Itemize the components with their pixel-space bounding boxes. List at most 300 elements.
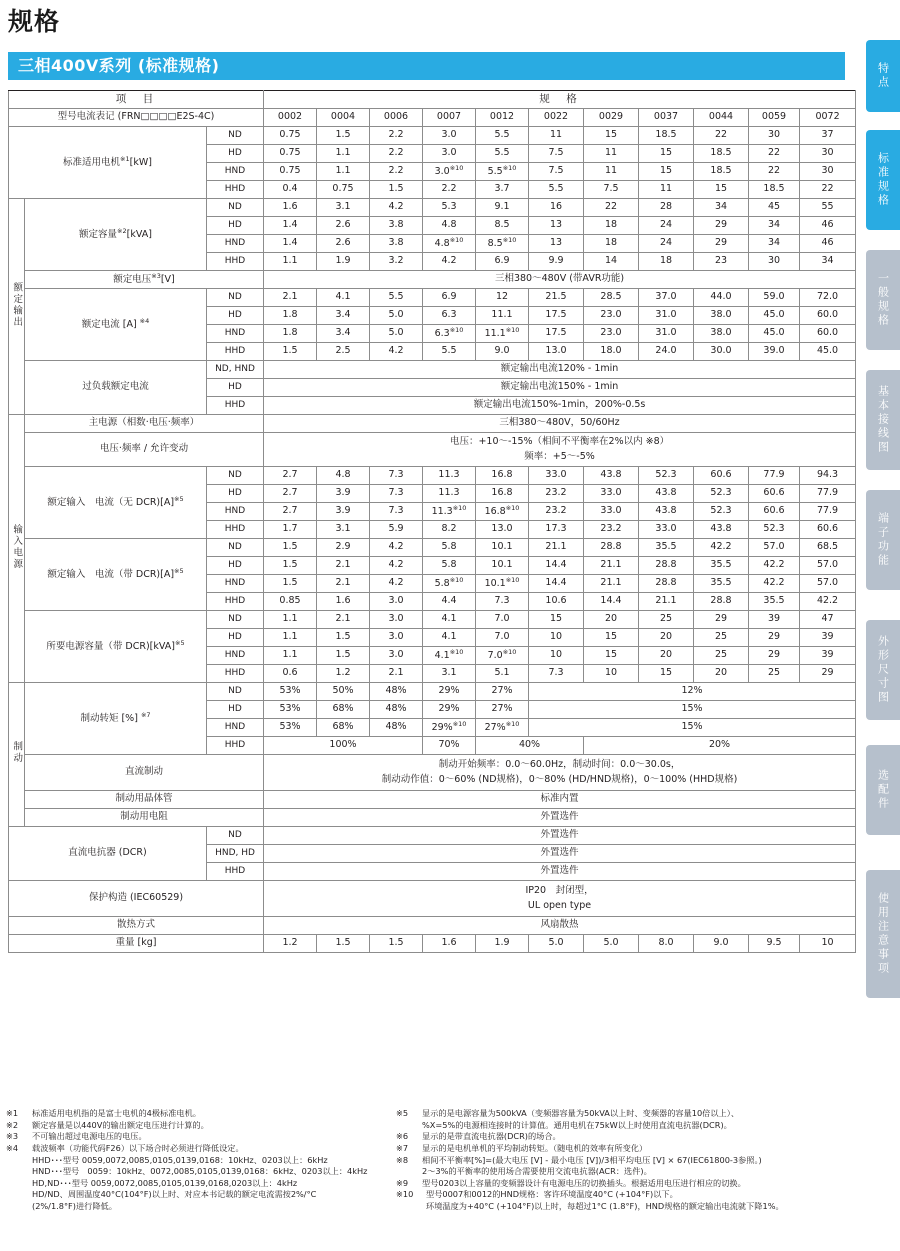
footnote-text: 型号0203以上容量的变频器设计有电源电压的切换插头。根据适用电压进行相应的切换。 [422, 1177, 746, 1188]
cell: 46 [800, 217, 856, 235]
mode-label: HD [207, 701, 264, 719]
mode-label: HND [207, 575, 264, 593]
mode-label: ND [207, 827, 264, 845]
cell: 30.0 [694, 343, 749, 361]
cell: 45 [749, 199, 800, 217]
side-tab-label: 基本接线图 [876, 385, 890, 455]
cell: 22 [749, 163, 800, 181]
cell: 3.4 [317, 307, 370, 325]
side-tab-0[interactable] [866, 40, 900, 112]
cell: 43.8 [639, 503, 694, 521]
cell: 29 [694, 611, 749, 629]
mode-label: HHD [207, 737, 264, 755]
label-supply_capacity: 所要电源容量（带 DCR)[kVA]$^{※5}$ [25, 611, 207, 683]
cell: 18 [584, 235, 639, 253]
cell: 7.5 [529, 163, 584, 181]
cell: 15 [529, 611, 584, 629]
side-tab-label: 选配件 [876, 769, 890, 811]
cell: 34 [694, 199, 749, 217]
cell: 4.8$^{※10}$ [423, 235, 476, 253]
cell: 3.4 [317, 325, 370, 343]
cell: 24 [639, 235, 694, 253]
row-cooling [9, 917, 856, 935]
cell: 14.4 [584, 593, 639, 611]
footnote-text: 额定容量是以440V的输出额定电压进行计算的。 [32, 1119, 209, 1130]
cell: 53% [264, 683, 317, 701]
cell: 1.5 [317, 629, 370, 647]
cell: 42.2 [694, 539, 749, 557]
cell: 10.6 [529, 593, 584, 611]
footnote-text: (2%/1.8°F)进行降低。 [32, 1201, 117, 1212]
cell: 27% [476, 701, 529, 719]
side-tab-3[interactable] [866, 370, 900, 470]
mode-label: ND [207, 467, 264, 485]
group-label-rated-output: 额定输出 [9, 199, 25, 415]
mode-label: HHD [207, 593, 264, 611]
side-tab-label: 使用注意事项 [876, 892, 890, 976]
cell: 29% [423, 683, 476, 701]
label-input_with_dcr: 额定输入 电流（带 $DCR)[A]^{※5}$ [25, 539, 207, 611]
cell: 5.5$^{※10}$ [476, 163, 529, 181]
label-input_no_dcr: 额定输入 电流（无 $DCR)[A]^{※5}$ [25, 467, 207, 539]
cell: 37.0 [639, 289, 694, 307]
side-tab-label: 标准规格 [876, 152, 890, 208]
cell: 43.8 [584, 467, 639, 485]
side-tab-label: 端子功能 [876, 512, 890, 568]
cell: 11 [529, 127, 584, 145]
cell: 30 [749, 253, 800, 271]
cell: 28.8 [694, 593, 749, 611]
cell: 4.1 [423, 629, 476, 647]
side-tab-nav [864, 0, 900, 1251]
side-tab-5[interactable] [866, 620, 900, 720]
side-tab-7[interactable] [866, 870, 900, 998]
footnote [6, 1120, 398, 1132]
cell: 8.5 [476, 217, 529, 235]
cell: 4.2 [370, 575, 423, 593]
cell: 22 [694, 127, 749, 145]
row-dc-brake [9, 755, 856, 791]
footnote [6, 1108, 398, 1120]
cell: 2.2 [423, 181, 476, 199]
cell: 30 [800, 145, 856, 163]
spec-table-container [8, 90, 845, 953]
section-title-bar: 三相400V系列 (标准规格) [8, 52, 845, 80]
value-cooling: 风扇散热 [264, 917, 856, 935]
model-row-label: 型号电流表记 (FRN□□□□E2S-4C) [9, 109, 264, 127]
cell: 1.7 [264, 521, 317, 539]
cell: 2.7 [264, 485, 317, 503]
cell: 16.8 [476, 485, 529, 503]
side-tab-label: 外形尺寸图 [876, 635, 890, 705]
cell: 29 [694, 235, 749, 253]
label-dc-brake: 直流制动 [25, 755, 264, 791]
cell: 44.0 [694, 289, 749, 307]
cell: 42.2 [749, 557, 800, 575]
cell: 9.1 [476, 199, 529, 217]
footnote-key: ※2 [6, 1119, 19, 1130]
cell: 9.9 [529, 253, 584, 271]
row-input_no_dcr-ND [9, 467, 856, 485]
cell: 13.0 [529, 343, 584, 361]
cell: 39.0 [749, 343, 800, 361]
value-brake-transistor: 标准内置 [264, 791, 856, 809]
cell: 4.1 [317, 289, 370, 307]
cell: 8.0 [639, 935, 694, 953]
cell: 28.8 [584, 539, 639, 557]
mode-label: HD [207, 307, 264, 325]
label-brake-resistor: 制动用电阻 [25, 809, 264, 827]
cell: 2.7 [264, 503, 317, 521]
cell: 6.3$^{※10}$ [423, 325, 476, 343]
cell: 15 [639, 665, 694, 683]
cell: 3.0 [370, 611, 423, 629]
mode-label: ND [207, 199, 264, 217]
row-overload-0 [9, 361, 856, 379]
cell: 77.9 [749, 467, 800, 485]
cell: 30 [800, 163, 856, 181]
cell: 15 [639, 163, 694, 181]
cell: 7.3 [370, 485, 423, 503]
mode-label: HHD [207, 863, 264, 881]
cell: 10 [529, 629, 584, 647]
row-brake-transistor [9, 791, 856, 809]
cell: 28.8 [639, 557, 694, 575]
cell: 14 [584, 253, 639, 271]
row-weight [9, 935, 856, 953]
model-header-10: 0072 [800, 109, 856, 127]
mode-label: HND [207, 647, 264, 665]
cell: 15% [529, 701, 856, 719]
cell: 2.6 [317, 217, 370, 235]
cell: 24 [639, 217, 694, 235]
cell: 60.6 [749, 503, 800, 521]
cell: 18.5 [639, 127, 694, 145]
footnote-key: ※3 [6, 1131, 19, 1142]
row-voltage [9, 271, 856, 289]
cell: 52.3 [749, 521, 800, 539]
cell: 25 [694, 647, 749, 665]
cell: 70% [423, 737, 476, 755]
header-item: 项 目 [9, 91, 264, 109]
cell: 2.6 [317, 235, 370, 253]
cell: 9.0 [694, 935, 749, 953]
cell: 22 [800, 181, 856, 199]
cell: 94.3 [800, 467, 856, 485]
cell: 20 [694, 665, 749, 683]
cell: 28.8 [639, 575, 694, 593]
cell: 9.0 [476, 343, 529, 361]
cell: 7.0 [476, 629, 529, 647]
cell: 57.0 [800, 557, 856, 575]
value-dc-brake: 制动开始频率：0.0～60.0Hz，制动时间：0.0～30.0s， 制动动作值：0～60% (ND规格)，0～80% (HD/HND规格)，0～100% (HHD规格) [264, 755, 856, 791]
footnote-text: 显示的是电机单机的平均制动转矩。（随电机的效率有所变化） [422, 1142, 648, 1153]
header-spec: 规 格 [264, 91, 856, 109]
cell: 29% [423, 701, 476, 719]
cell: 21.5 [529, 289, 584, 307]
footnote-text: HND･･･型号 0059：10kHz、0072,0085,0105,0139,0168：6kHz、0203以上：4kHz [32, 1166, 368, 1177]
cell: 21.1 [639, 593, 694, 611]
row-brake-torque-ND [9, 683, 856, 701]
mode-label: HD [207, 217, 264, 235]
cell: 27%$^{※10}$ [476, 719, 529, 737]
label-motor: 标准适用电机$^{※1}$[kW] [9, 127, 207, 199]
mode-label: ND [207, 289, 264, 307]
mode-label: HHD [207, 665, 264, 683]
cell: 10.1$^{※10}$ [476, 575, 529, 593]
cell: 53% [264, 719, 317, 737]
model-header-1: 0004 [317, 109, 370, 127]
cell: 5.9 [370, 521, 423, 539]
cell: 20 [639, 629, 694, 647]
cell: 42.2 [800, 593, 856, 611]
cell: 8.5$^{※10}$ [476, 235, 529, 253]
value-brake-resistor: 外置选件 [264, 809, 856, 827]
cell: 43.8 [694, 521, 749, 539]
cell: 30 [749, 127, 800, 145]
cell: 13 [529, 235, 584, 253]
cell: 5.0 [370, 307, 423, 325]
cell: 1.9 [317, 253, 370, 271]
cell: 22 [584, 199, 639, 217]
side-tab-6[interactable] [866, 745, 900, 835]
value-main-power: 三相380～480V，50/60Hz [264, 415, 856, 433]
label-capacity: 额定容量$^{※2}$[kVA] [25, 199, 207, 271]
cell: 2.2 [370, 127, 423, 145]
cell: 2.5 [317, 343, 370, 361]
footnotes-right [396, 1108, 851, 1213]
cell: 4.2 [370, 199, 423, 217]
footnote [396, 1155, 851, 1167]
cell: 3.0 [370, 629, 423, 647]
row-protection [9, 881, 856, 917]
label-brake-transistor: 制动用晶体管 [25, 791, 264, 809]
value-overload: 额定输出电流150%-1min，200%-0.5s [264, 397, 856, 415]
label-cooling: 散热方式 [9, 917, 264, 935]
row-current-ND [9, 289, 856, 307]
mode-label: HHD [207, 181, 264, 199]
label-current: 额定电流 [A] $^{※4}$ [25, 289, 207, 361]
cell: 37 [800, 127, 856, 145]
cell: 5.0 [584, 935, 639, 953]
cell: 10 [584, 665, 639, 683]
side-tab-label: 特点 [876, 62, 890, 90]
cell: 5.8 [423, 539, 476, 557]
cell: 28.5 [584, 289, 639, 307]
cell: 1.5 [264, 557, 317, 575]
cell: 23.0 [584, 307, 639, 325]
cell: 6.9 [423, 289, 476, 307]
cell: 3.1 [317, 521, 370, 539]
cell: 2.1 [317, 557, 370, 575]
cell: 29 [749, 629, 800, 647]
cell: 5.5 [476, 145, 529, 163]
cell: 22 [749, 145, 800, 163]
row-brake-resistor [9, 809, 856, 827]
cell: 4.2 [370, 343, 423, 361]
cell: 100% [264, 737, 423, 755]
cell: 0.4 [264, 181, 317, 199]
cell: 1.2 [264, 935, 317, 953]
cell: 5.8 [423, 557, 476, 575]
value-dcr: 外置选件 [264, 845, 856, 863]
footnote-text: 相间不平衡率[%]=(最大电压 [V] - 最小电压 [V])/3相平均电压 [V] × 67(IEC61800-3参照。) [422, 1154, 762, 1165]
footnote [396, 1131, 851, 1143]
footnote-key: ※1 [6, 1108, 19, 1118]
cell: 42.2 [749, 575, 800, 593]
footnote-key: ※10 [396, 1189, 414, 1200]
cell: 7.3 [370, 467, 423, 485]
row-supply_capacity-ND [9, 611, 856, 629]
cell: 1.1 [264, 611, 317, 629]
cell: 1.9 [476, 935, 529, 953]
cell: 3.0 [370, 647, 423, 665]
cell: 35.5 [694, 557, 749, 575]
cell: 15 [694, 181, 749, 199]
cell: 15 [584, 127, 639, 145]
cell: 21.1 [529, 539, 584, 557]
mode-label: HD [207, 557, 264, 575]
footnote [6, 1131, 398, 1143]
value-protection: IP20 封闭型， UL open type [264, 881, 856, 917]
cell: 7.5 [584, 181, 639, 199]
cell: 27% [476, 683, 529, 701]
footnote-text: 2～3%的平衡率的使用场合需要使用交流电抗器(ACR：选件)。 [422, 1166, 652, 1177]
mode-label: HHD [207, 397, 264, 415]
cell: 1.1 [264, 629, 317, 647]
footnote [396, 1143, 851, 1155]
cell: 23.0 [584, 325, 639, 343]
side-tab-2[interactable] [866, 250, 900, 350]
footnote-text: %X=5%的电源相连接时的计算值。通用电机在75kW以上时使用直流电抗器(DCR)。 [422, 1119, 732, 1130]
cell: 16.8$^{※10}$ [476, 503, 529, 521]
cell: 1.2 [317, 665, 370, 683]
mode-label: ND [207, 611, 264, 629]
cell: 11 [584, 163, 639, 181]
mode-label: HD [207, 485, 264, 503]
cell: 11 [584, 145, 639, 163]
cell: 23.2 [584, 521, 639, 539]
cell: 21.1 [584, 575, 639, 593]
cell: 53% [264, 701, 317, 719]
footnote-key: ※5 [396, 1108, 409, 1118]
row-dcr-0 [9, 827, 856, 845]
cell: 47 [800, 611, 856, 629]
footnote-text: 显示的是电源容量为500kVA（变频器容量为50kVA以上时、变频器的容量10倍以上）、 [422, 1108, 740, 1118]
model-row [9, 109, 856, 127]
cell: 1.6 [264, 199, 317, 217]
cell: 4.2 [370, 557, 423, 575]
cell: 2.1 [370, 665, 423, 683]
cell: 11 [639, 181, 694, 199]
cell: 7.3 [529, 665, 584, 683]
cell: 57.0 [800, 575, 856, 593]
cell: 48% [370, 701, 423, 719]
cell: 17.3 [529, 521, 584, 539]
label-main-power: 主电源（相数·电压·频率） [25, 415, 264, 433]
value-overload: 额定输出电流150% - 1min [264, 379, 856, 397]
cell: 5.5 [370, 289, 423, 307]
cell: 68% [317, 719, 370, 737]
cell: 24.0 [639, 343, 694, 361]
model-header-3: 0007 [423, 109, 476, 127]
footnote [396, 1108, 851, 1120]
cell: 39 [749, 611, 800, 629]
cell: 33.0 [639, 521, 694, 539]
cell: 2.7 [264, 467, 317, 485]
model-header-7: 0037 [639, 109, 694, 127]
side-tab-1[interactable] [866, 130, 900, 230]
cell: 5.5 [529, 181, 584, 199]
cell: 50% [317, 683, 370, 701]
cell: 5.3 [423, 199, 476, 217]
cell: 5.5 [423, 343, 476, 361]
model-header-9: 0059 [749, 109, 800, 127]
cell: 25 [749, 665, 800, 683]
cell: 0.75 [264, 163, 317, 181]
cell: 1.8 [264, 307, 317, 325]
cell: 0.75 [317, 181, 370, 199]
cell: 34 [749, 235, 800, 253]
cell: 68.5 [800, 539, 856, 557]
group-label-braking: 制动 [9, 683, 25, 827]
cell: 2.2 [370, 145, 423, 163]
cell: 57.0 [749, 539, 800, 557]
side-tab-4[interactable] [866, 490, 900, 590]
cell: 3.9 [317, 503, 370, 521]
cell: 4.1 [423, 611, 476, 629]
cell: 4.2 [423, 253, 476, 271]
cell: 77.9 [800, 503, 856, 521]
row-variation [9, 433, 856, 467]
cell: 5.0 [370, 325, 423, 343]
specification-table [8, 90, 856, 953]
footnote-text: 显示的是带直流电抗器(DCR)的场合。 [422, 1131, 561, 1142]
cell: 77.9 [800, 485, 856, 503]
label-variation: 电压·频率 / 允许变动 [25, 433, 264, 467]
cell: 18.5 [694, 163, 749, 181]
row-motor-ND [9, 127, 856, 145]
group-label-input-power: 输入电源 [9, 415, 25, 683]
cell: 1.4 [264, 217, 317, 235]
cell: 10 [800, 935, 856, 953]
cell: 6.9 [476, 253, 529, 271]
cell: 4.8 [423, 217, 476, 235]
cell: 1.5 [264, 575, 317, 593]
model-header-6: 0029 [584, 109, 639, 127]
value-dcr: 外置选件 [264, 827, 856, 845]
row-capacity-ND [9, 199, 856, 217]
side-tab-label: 一般规格 [876, 272, 890, 328]
cell: 46 [800, 235, 856, 253]
footnotes-left [6, 1108, 398, 1213]
mode-label: ND [207, 683, 264, 701]
cell: 3.7 [476, 181, 529, 199]
cell: 1.5 [370, 935, 423, 953]
cell: 18 [584, 217, 639, 235]
footnote-text: 型号0007和0012的HND规格：客许环境温度40°C (+104°F)以下。 [426, 1189, 678, 1200]
cell: 11.3$^{※10}$ [423, 503, 476, 521]
footnote-text: 不可输出超过电源电压的电压。 [32, 1131, 147, 1142]
cell: 7.0$^{※10}$ [476, 647, 529, 665]
cell: 25 [639, 611, 694, 629]
cell: 45.0 [749, 307, 800, 325]
model-header-0: 0002 [264, 109, 317, 127]
cell: 1.5 [264, 343, 317, 361]
cell: 2.2 [370, 163, 423, 181]
cell: 7.3 [370, 503, 423, 521]
cell: 34 [749, 217, 800, 235]
